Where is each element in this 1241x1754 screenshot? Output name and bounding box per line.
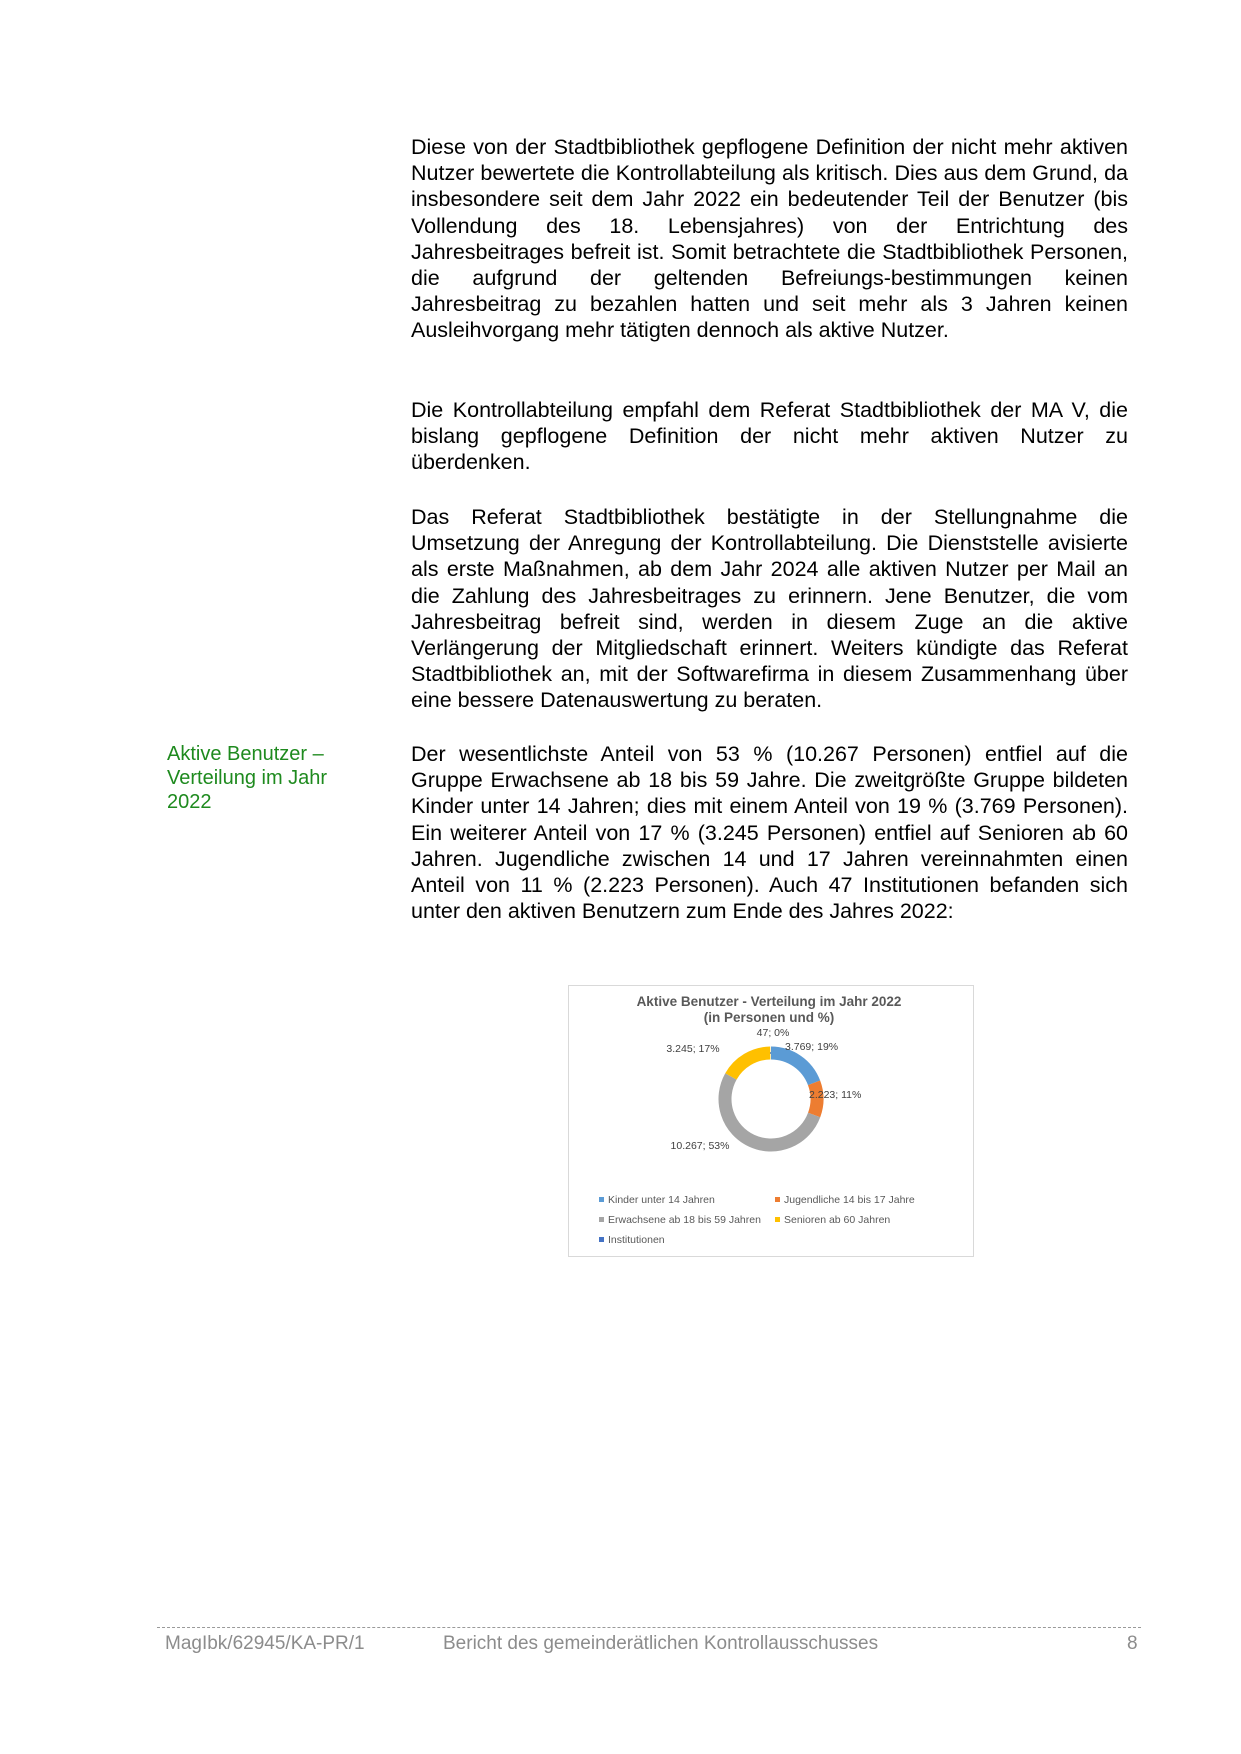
data-label-kinder: 3.769; 19%: [785, 1041, 839, 1053]
legend-label-kinder: Kinder unter 14 Jahren: [608, 1194, 715, 1206]
footer-reference: MagIbk/62945/KA-PR/1: [165, 1633, 365, 1654]
data-label-institutionen: 47; 0%: [756, 1027, 790, 1039]
legend-swatch-jugendliche: [775, 1197, 780, 1202]
paragraph-statement-response: Das Referat Stadtbibliothek bestätigte in der Stellungnahme die Umsetzung der Anregung der Kontrollabteilung. Die Dienststelle avisierte als erste Maßnahmen, ab dem Jahr 2024 alle aktiven Nutzer per Mail an die Zahlung des Jahresbeitrages zu erinnern. Jene Benutzer, die vom Jahresbeitrag befreit sind, werden in diesem Zuge an die aktive Verlängerung der Mitgliedschaft erinnert. Weiters kündigte das Referat Stadtbibliothek an, mit der Softwarefirma in diesem Zusammenhang über eine bessere Datenauswertung zu beraten.: [411, 505, 1128, 713]
donut-chart: [568, 985, 974, 1257]
slice-kinder: [771, 1053, 814, 1083]
legend-label-jugendliche: Jugendliche 14 bis 17 Jahre: [784, 1194, 915, 1206]
slice-erwachsene: [725, 1076, 814, 1145]
page-number: 8: [1127, 1633, 1138, 1654]
legend-label-erwachsene: Erwachsene ab 18 bis 59 Jahren: [608, 1214, 761, 1226]
chart-title: Aktive Benutzer - Verteilung im Jahr 2022: [636, 994, 902, 1009]
legend-label-institutionen: Institutionen: [608, 1234, 665, 1246]
margin-note: Aktive Benutzer – Verteilung im Jahr 2022: [167, 743, 328, 813]
data-label-senioren: 3.245; 17%: [666, 1043, 720, 1055]
legend-swatch-institutionen: [599, 1237, 604, 1242]
data-label-erwachsene: 10.267; 53%: [670, 1140, 730, 1152]
footer-title: Bericht des gemeinderätlichen Kontrollausschusses: [443, 1633, 879, 1654]
slice-senioren: [731, 1053, 770, 1076]
data-label-jugendliche: 2.223; 11%: [809, 1089, 862, 1101]
legend-swatch-senioren: [775, 1217, 780, 1222]
paragraph-distribution: Der wesentlichste Anteil von 53 % (10.267 Personen) entfiel auf die Gruppe Erwachsene ab 18 bis 59 Jahre. Die zweitgrößte Gruppe bildeten Kinder unter 14 Jahren; dies mit einem Anteil von 19 % (3.769 Personen). Ein weiterer Anteil von 17 % (3.245 Personen) entfiel auf Senioren ab 60 Jahren. Jugendliche zwischen 14 und 17 Jahren vereinnahmten einen Anteil von 11 % (2.223 Personen). Auch 47 Institutionen befanden sich unter den aktiven Benutzern zum Ende des Jahres 2022:: [411, 742, 1128, 924]
legend-label-senioren: Senioren ab 60 Jahren: [784, 1214, 891, 1226]
paragraph-definition-critique: Diese von der Stadtbibliothek gepflogene Definition der nicht mehr aktiven Nutzer bewertete die Kontrollabteilung als kritisch. Dies aus dem Grund, da insbesondere seit dem Jahr 2022 ein bedeutender Teil der Benutzer (bis Vollendung des 18. Lebensjahres) von der Entrichtung des Jahresbeitrages befreit ist. Somit betrachtete die Stadtbibliothek Personen, die aufgrund der geltenden Befreiungs-bestimmungen keinen Jahresbeitrag zu bezahlen hatten und seit mehr als 3 Jahren keinen Ausleihvorgang mehr tätigten dennoch als aktive Nutzer.: [411, 135, 1128, 343]
footer-divider: [157, 1627, 1141, 1628]
paragraph-recommendation: Die Kontrollabteilung empfahl dem Referat Stadtbibliothek der MA V, die bislang gepflogene Definition der nicht mehr aktiven Nutzer zu überdenken.: [411, 398, 1128, 475]
chart-subtitle: (in Personen und %): [703, 1010, 835, 1025]
chart-canvas: [569, 986, 973, 1256]
legend-swatch-erwachsene: [599, 1217, 604, 1222]
legend-swatch-kinder: [599, 1197, 604, 1202]
